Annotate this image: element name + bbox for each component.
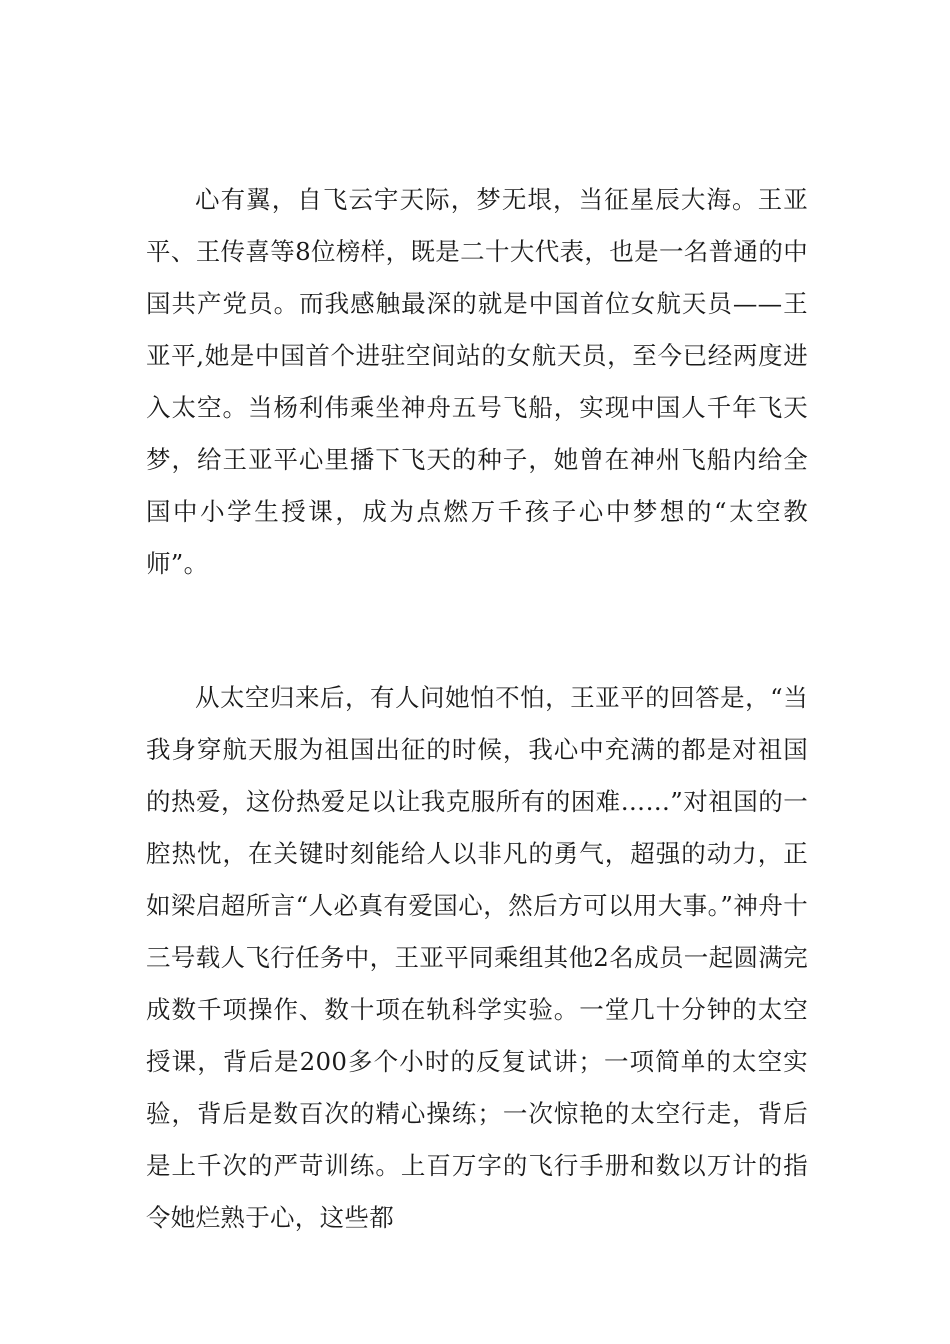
paragraph-1: 心有翼，自飞云宇天际，梦无垠，当征星辰大海。王亚平、王传喜等8位榜样，既是二十大代表，也是一名普通的中国共产党员。而我感触最深的就是中国首位女航天员——王亚平,她是中国首个进驻空间站的女航天员，至今已经两度进入太空。当杨利伟乘坐神舟五号飞船，实现中国人千年飞天梦，给王亚平心里播下飞天的种子，她曾在神州飞船内给全国中小学生授课，成为点燃万千孩子心中梦想的“太空教师”。: [146, 185, 808, 578]
paragraph-2: 从太空归来后，有人问她怕不怕，王亚平的回答是，“当我身穿航天服为祖国出征的时候，我心中充满的都是对祖国的热爱，这份热爱足以让我克服所有的困难……”对祖国的一腔热忱，在关键时刻能给人以非凡的勇气，超强的动力，正如梁启超所言“人必真有爱国心，然后方可以用大事。”神舟十三号载人飞行任务中，王亚平同乘组其他2名成员一起圆满完成数千项操作、数十项在轨科学实验。一堂几十分钟的太空授课，背后是200多个小时的反复试讲；一项简单的太空实验，背后是数百次的精心操练；一次惊艳的太空行走，背后是上千次的严苛训练。上百万字的飞行手册和数以万计的指令她烂熟于心，这些都: [146, 683, 808, 1232]
